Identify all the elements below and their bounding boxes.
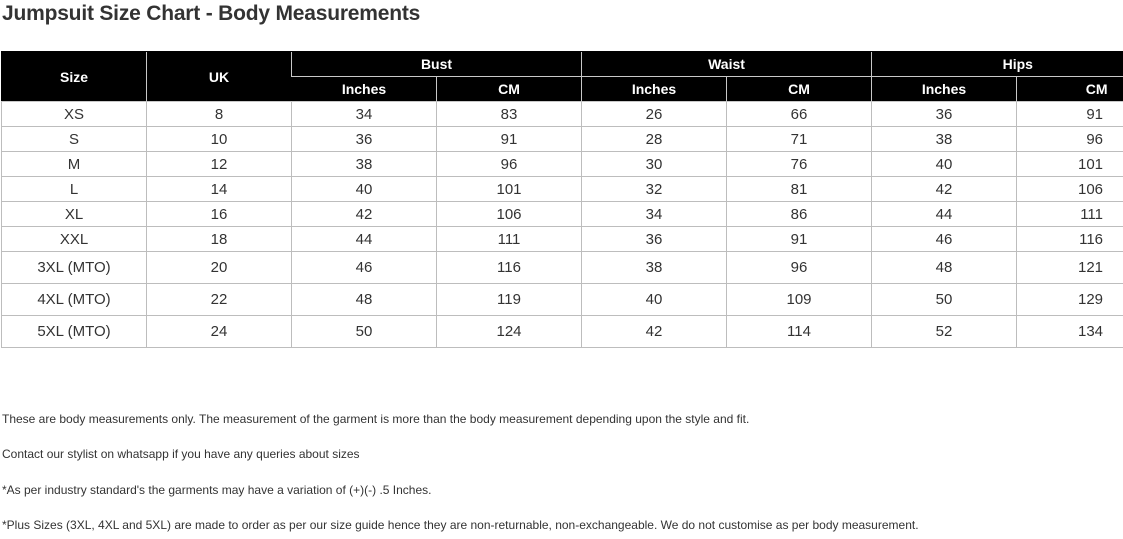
- cell-size: M: [2, 152, 147, 177]
- cell-hips-inches: 52: [872, 316, 1017, 348]
- cell-bust-inches: 34: [292, 102, 437, 127]
- cell-waist-inches: 28: [582, 127, 727, 152]
- cell-uk: 10: [147, 127, 292, 152]
- note-plus-sizes: *Plus Sizes (3XL, 4XL and 5XL) are made to order as per our size guide hence they are non-returnable, non-exchangeable. We do not customise as per body measurement.: [2, 518, 919, 532]
- cell-bust-cm: 116: [437, 252, 582, 284]
- cell-hips-cm: 121: [1017, 252, 1123, 284]
- table-row: [2, 284, 1123, 316]
- cell-uk: 24: [147, 316, 292, 348]
- cell-waist-inches: 38: [582, 252, 727, 284]
- cell-uk: 22: [147, 284, 292, 316]
- header-hips-inches: Inches: [872, 77, 1017, 102]
- cell-bust-inches: 40: [292, 177, 437, 202]
- cell-hips-inches: 38: [872, 127, 1017, 152]
- cell-waist-cm: 66: [727, 102, 872, 127]
- note-body-measurements: These are body measurements only. The measurement of the garment is more than the body measurement depending upon the style and fit.: [2, 412, 750, 426]
- cell-hips-inches: 50: [872, 284, 1017, 316]
- header-uk: UK: [147, 52, 292, 102]
- cell-size: 5XL (MTO): [2, 316, 147, 348]
- cell-uk: 12: [147, 152, 292, 177]
- table-row: [2, 202, 1123, 227]
- table-row: [2, 102, 1123, 127]
- cell-bust-cm: 96: [437, 152, 582, 177]
- cell-uk: 18: [147, 227, 292, 252]
- cell-hips-inches: 40: [872, 152, 1017, 177]
- cell-hips-inches: 42: [872, 177, 1017, 202]
- cell-bust-cm: 101: [437, 177, 582, 202]
- cell-waist-inches: 36: [582, 227, 727, 252]
- cell-hips-inches: 44: [872, 202, 1017, 227]
- header-bust-inches: Inches: [292, 77, 437, 102]
- cell-waist-inches: 26: [582, 102, 727, 127]
- header-waist-inches: Inches: [582, 77, 727, 102]
- cell-waist-cm: 76: [727, 152, 872, 177]
- header-waist-cm: CM: [727, 77, 872, 102]
- cell-bust-cm: 119: [437, 284, 582, 316]
- cell-waist-inches: 34: [582, 202, 727, 227]
- header-size: Size: [2, 52, 147, 102]
- cell-waist-cm: 109: [727, 284, 872, 316]
- cell-hips-cm: 134: [1017, 316, 1123, 348]
- table-body: [2, 102, 1123, 348]
- cell-waist-cm: 86: [727, 202, 872, 227]
- cell-waist-cm: 71: [727, 127, 872, 152]
- cell-hips-inches: 36: [872, 102, 1017, 127]
- table-row: [2, 316, 1123, 348]
- cell-uk: 16: [147, 202, 292, 227]
- cell-bust-inches: 42: [292, 202, 437, 227]
- cell-uk: 8: [147, 102, 292, 127]
- cell-bust-inches: 44: [292, 227, 437, 252]
- cell-waist-cm: 91: [727, 227, 872, 252]
- size-chart-table: [1, 51, 1123, 348]
- header-hips-cm: CM: [1017, 77, 1123, 102]
- page-title: Jumpsuit Size Chart - Body Measurements: [2, 2, 421, 25]
- table-row: [2, 252, 1123, 284]
- cell-waist-inches: 32: [582, 177, 727, 202]
- cell-size: XS: [2, 102, 147, 127]
- note-variation: *As per industry standard's the garments may have a variation of (+)(-) .5 Inches.: [2, 483, 432, 497]
- header-waist: Waist: [582, 52, 872, 77]
- table-row: [2, 152, 1123, 177]
- cell-hips-cm: 106: [1017, 177, 1123, 202]
- cell-hips-cm: 101: [1017, 152, 1123, 177]
- cell-bust-inches: 48: [292, 284, 437, 316]
- cell-waist-inches: 30: [582, 152, 727, 177]
- cell-waist-inches: 40: [582, 284, 727, 316]
- table-row: [2, 127, 1123, 152]
- cell-waist-cm: 96: [727, 252, 872, 284]
- cell-bust-inches: 36: [292, 127, 437, 152]
- cell-bust-inches: 50: [292, 316, 437, 348]
- cell-hips-inches: 46: [872, 227, 1017, 252]
- cell-hips-cm: 116: [1017, 227, 1123, 252]
- cell-bust-cm: 111: [437, 227, 582, 252]
- note-contact-stylist: Contact our stylist on whatsapp if you have any queries about sizes: [2, 447, 360, 461]
- cell-uk: 20: [147, 252, 292, 284]
- cell-bust-inches: 38: [292, 152, 437, 177]
- cell-hips-cm: 129: [1017, 284, 1123, 316]
- cell-size: L: [2, 177, 147, 202]
- table-row: [2, 227, 1123, 252]
- cell-hips-cm: 91: [1017, 102, 1123, 127]
- cell-waist-cm: 81: [727, 177, 872, 202]
- cell-bust-cm: 91: [437, 127, 582, 152]
- cell-waist-cm: 114: [727, 316, 872, 348]
- cell-size: XXL: [2, 227, 147, 252]
- header-bust: Bust: [292, 52, 582, 77]
- cell-waist-inches: 42: [582, 316, 727, 348]
- cell-bust-inches: 46: [292, 252, 437, 284]
- cell-size: XL: [2, 202, 147, 227]
- header-hips: Hips: [872, 52, 1123, 77]
- cell-hips-cm: 96: [1017, 127, 1123, 152]
- header-bust-cm: CM: [437, 77, 582, 102]
- cell-bust-cm: 124: [437, 316, 582, 348]
- cell-hips-inches: 48: [872, 252, 1017, 284]
- cell-bust-cm: 83: [437, 102, 582, 127]
- cell-uk: 14: [147, 177, 292, 202]
- table-header: [2, 52, 1123, 102]
- table-row: [2, 177, 1123, 202]
- cell-bust-cm: 106: [437, 202, 582, 227]
- cell-size: S: [2, 127, 147, 152]
- cell-size: 3XL (MTO): [2, 252, 147, 284]
- cell-size: 4XL (MTO): [2, 284, 147, 316]
- cell-hips-cm: 111: [1017, 202, 1123, 227]
